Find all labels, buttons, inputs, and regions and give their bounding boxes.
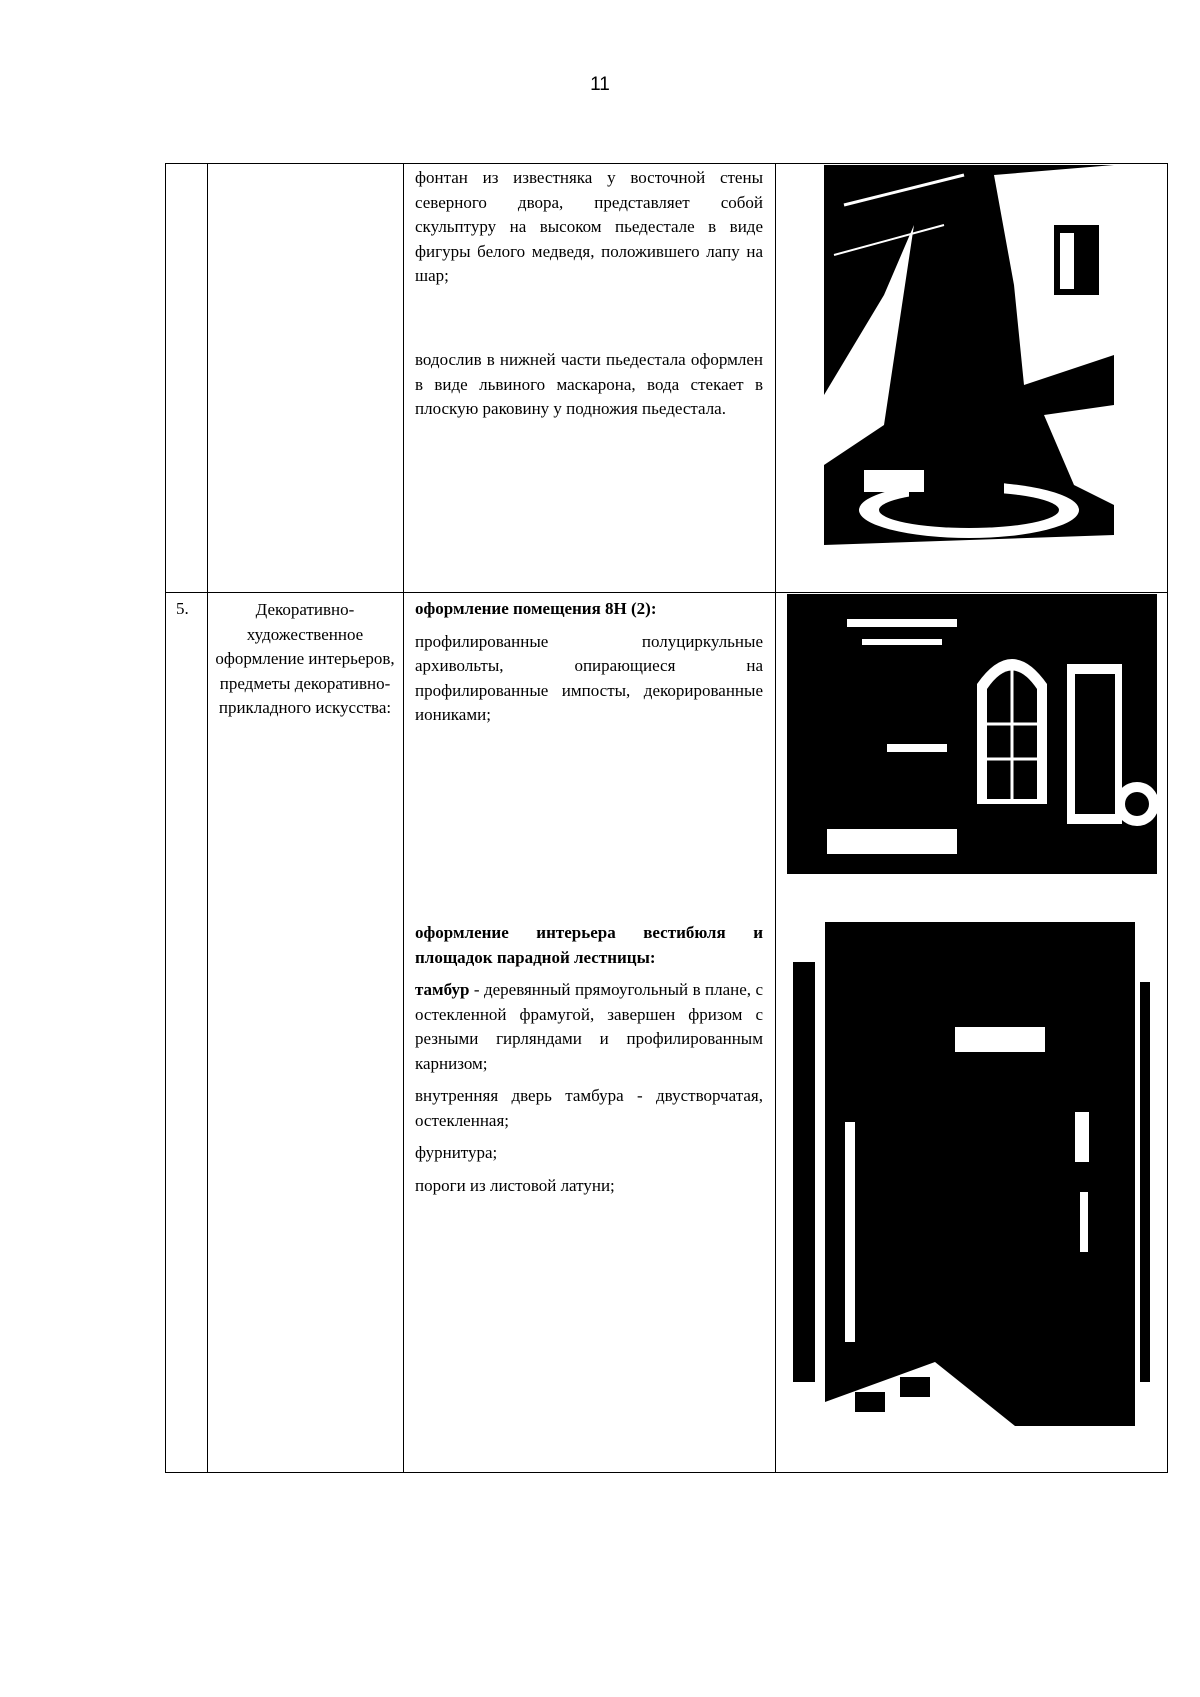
room-8n-photo [787,594,1157,894]
vestibule-title: оформление интерьера вестибюля и площадок парадной лестницы: [415,923,763,967]
tambour-term: тамбур [415,980,470,999]
fountain-spout-description [415,348,763,422]
monument-table [165,163,1168,1473]
row-number: 5. [176,599,189,618]
room-8n-photo-image [787,594,1157,894]
fountain-photo-image [824,165,1114,572]
fountain-description [415,166,763,289]
column-divider [775,164,776,1472]
fountain-paragraph-2: водослив в нижней части пьедестала оформлен в виде львиного маскарона, вода стекает в плоскую раковину у подножия пьедестала. [415,350,763,418]
vestibule-photo [785,922,1157,1426]
room-8n-title: оформление помещения 8Н (2): [415,599,657,618]
tambour-text: - деревянный прямоугольный в плане, с остекленной фрамугой, завершен фризом с резными гирляндами и профилированным карнизом; [415,980,763,1073]
column-divider [207,164,208,1472]
room-8n-section [415,597,763,728]
column-divider [403,164,404,1472]
vestibule-photo-image [785,922,1157,1426]
thresholds-item: пороги из листовой латуни; [415,1175,615,1195]
page-number: 11 [590,74,610,95]
fountain-photo [824,165,1114,572]
fittings-item: фурнитура; [415,1143,498,1162]
vestibule-section [415,921,763,1198]
room-8n-description: профилированные полуциркульные архивольты, опирающиеся на профилированные импосты, декорированные иониками; [415,631,763,724]
row-divider [166,592,1167,593]
category-cell: Декоративно-художественное оформление интерьеров, предметы декоративно-прикладного искусства: [215,600,395,717]
fountain-paragraph-1: фонтан из известняка у восточной стены северного двора, представляет собой скульптуру на высоком пьедестале в виде фигуры белого медведя, положившего лапу на шар; [415,168,763,285]
tambour-description [415,978,763,1076]
inner-door-description: внутренняя дверь тамбура - двустворчатая, остекленная; [415,1086,763,1130]
